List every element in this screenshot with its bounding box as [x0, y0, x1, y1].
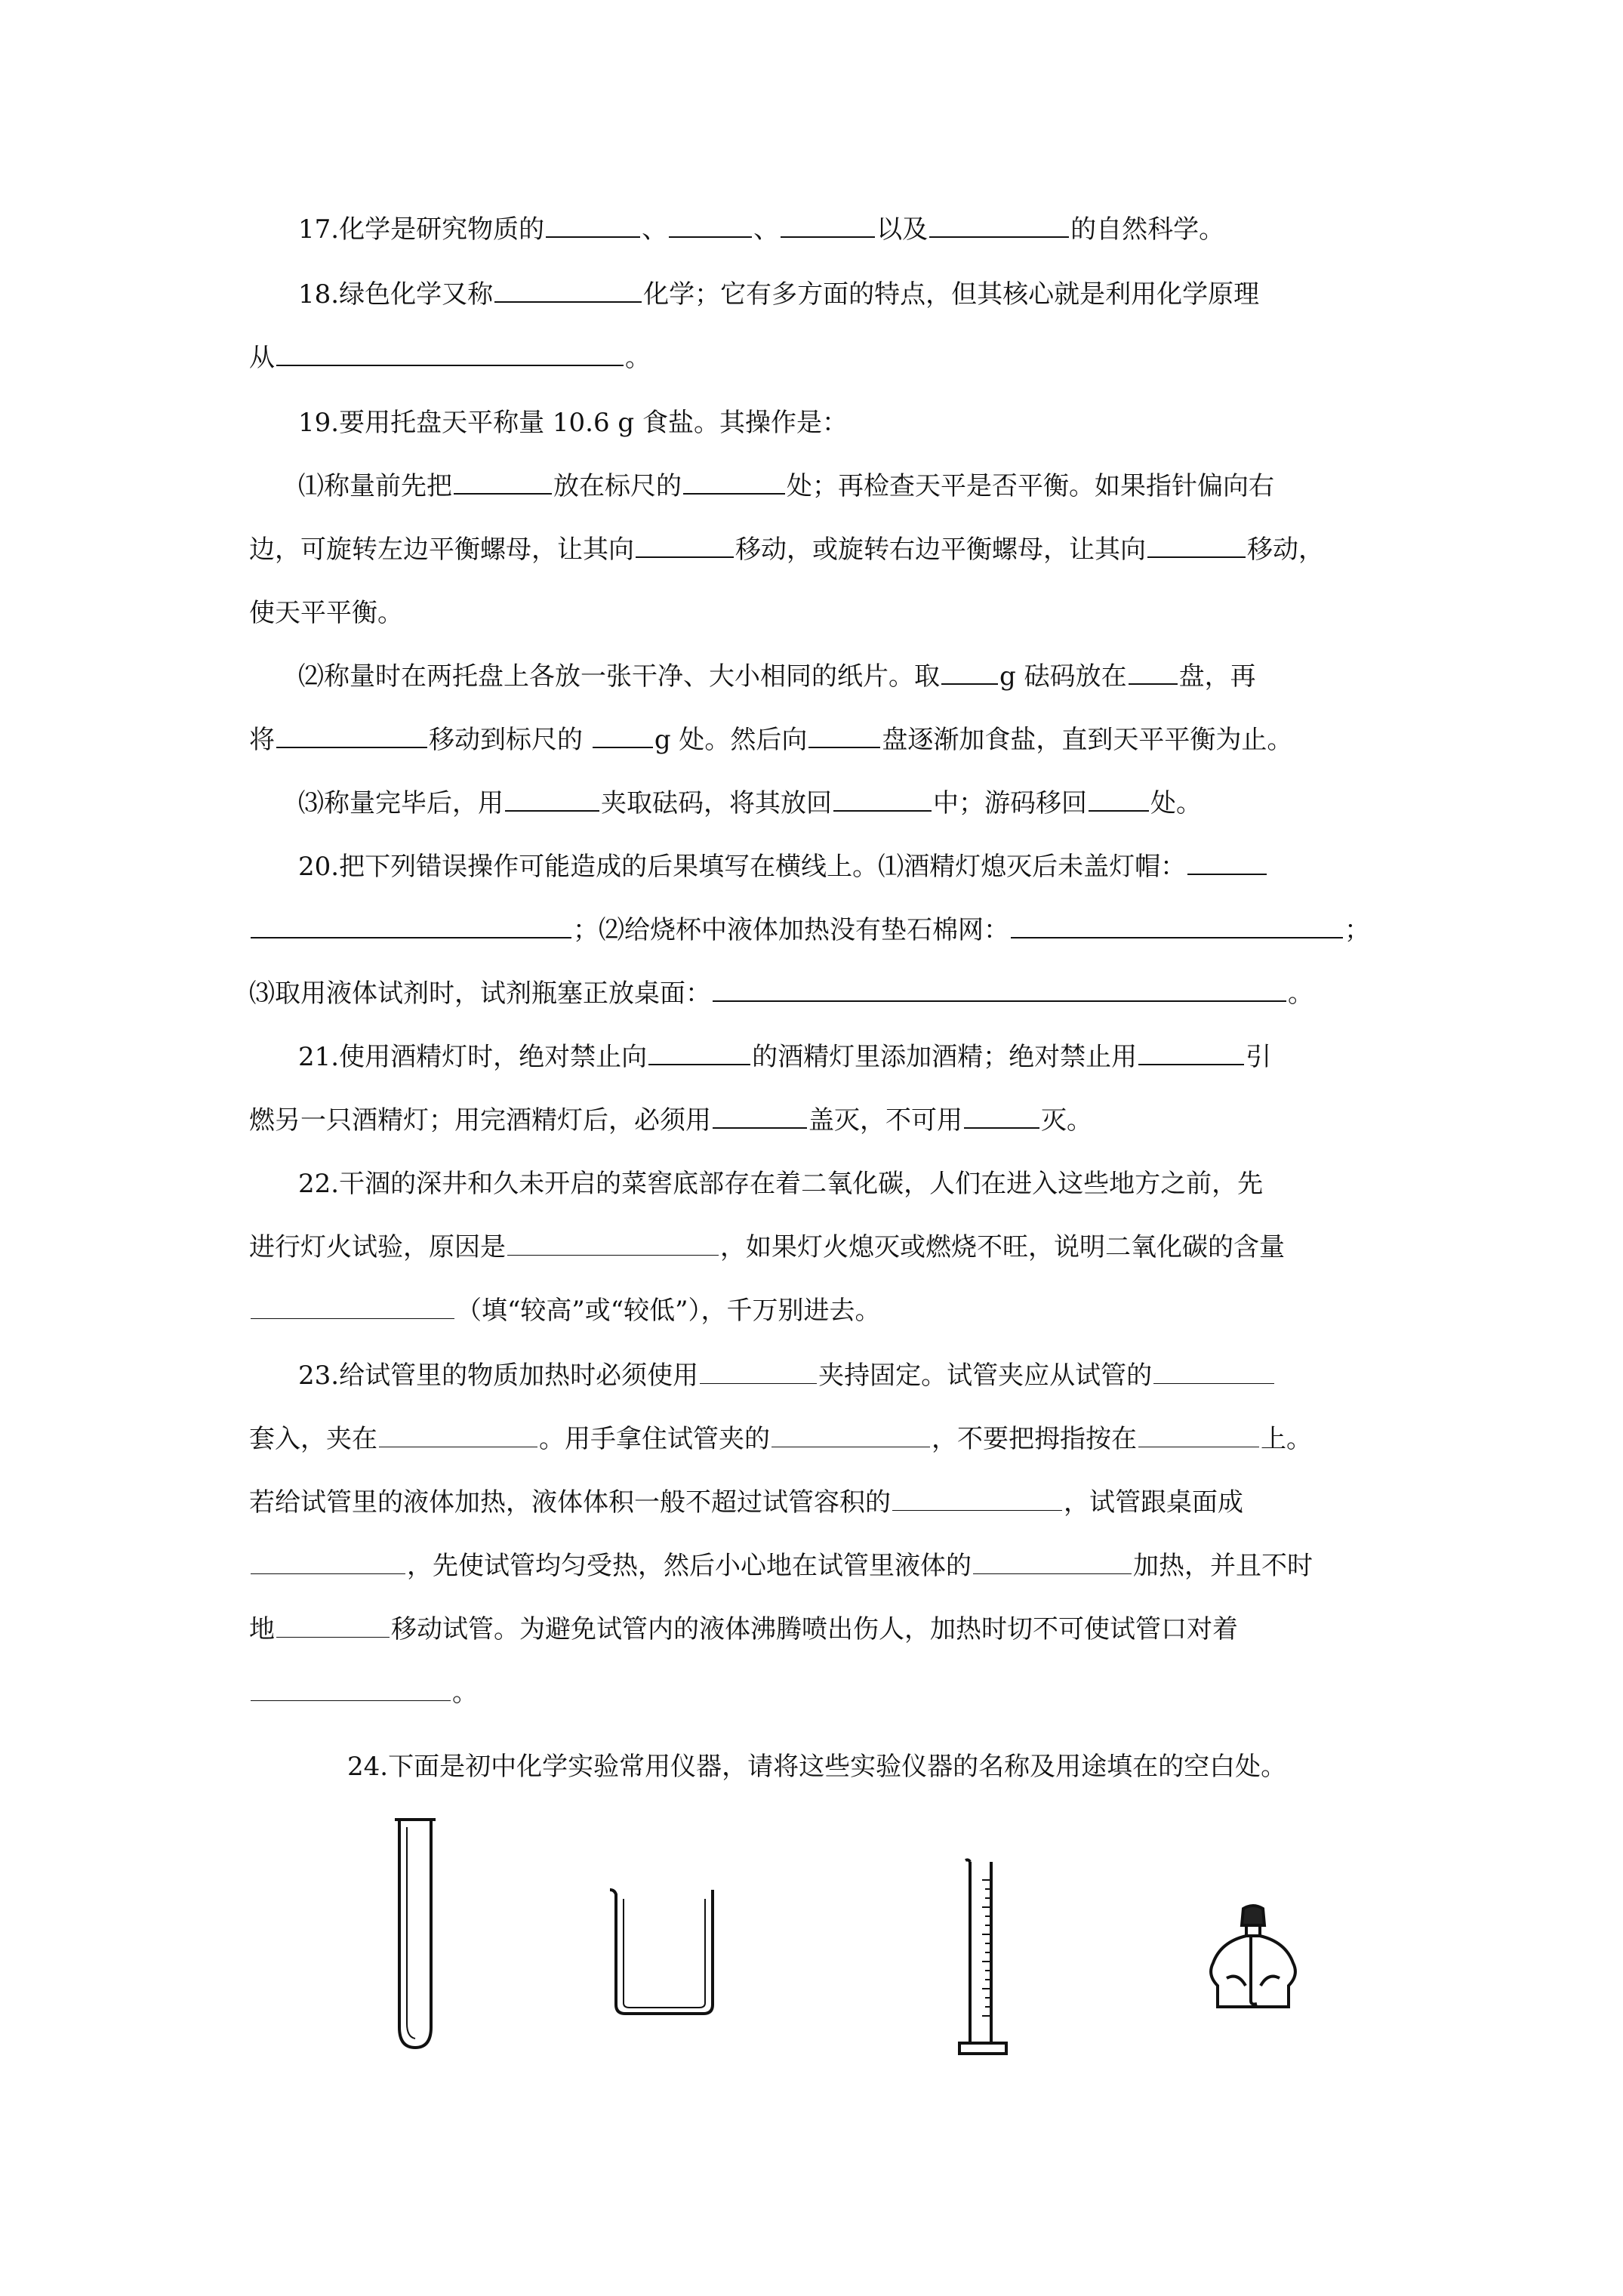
- q23-line-3: [249, 1486, 1243, 1519]
- q19-p2-blank-4[interactable]: [593, 724, 653, 748]
- q22-blank-2[interactable]: [251, 1296, 454, 1319]
- q23-blank-6[interactable]: [892, 1487, 1062, 1511]
- q23-text-f: 上。: [1261, 1424, 1312, 1454]
- q23-text-i: ，先使试管均匀受热，然后小心地在试管里液体的: [407, 1551, 972, 1581]
- q21-text-c: 引: [1246, 1042, 1272, 1072]
- q23-text-m: 。: [452, 1678, 478, 1708]
- q19-p2-line-2: [249, 723, 1292, 757]
- q23-blank-7[interactable]: [251, 1551, 405, 1574]
- q23-text-b: 夹持固定。试管夹应从试管的: [818, 1361, 1153, 1391]
- q19-p1-blank-4[interactable]: [1147, 534, 1246, 558]
- q19-p3-text-d: 处。: [1150, 788, 1202, 818]
- q17-blank-4[interactable]: [929, 214, 1069, 238]
- graduated-cylinder-figure: [955, 1857, 1015, 2061]
- q23-blank-2[interactable]: [1153, 1361, 1274, 1384]
- q19-p1-text-c: 处；再检查天平是否平衡。如果指针偏向右: [787, 471, 1274, 501]
- q21-line-2: [249, 1104, 1092, 1137]
- q17-text-e: 的自然科学。: [1070, 214, 1225, 245]
- q19-p1-blank-1[interactable]: [454, 470, 552, 495]
- q23-blank-4[interactable]: [771, 1424, 930, 1447]
- q23-blank-10[interactable]: [251, 1678, 451, 1701]
- q20-line-3: [249, 977, 1313, 1010]
- q21-text-a: 21.使用酒精灯时，绝对禁止向: [298, 1042, 648, 1072]
- q22-text-b: 进行灯火试验，原因是: [249, 1232, 506, 1262]
- q21-text-e: 盖灭，不可用: [808, 1105, 962, 1136]
- q21-text-b: 的酒精灯里添加酒精；绝对禁止用: [752, 1042, 1138, 1072]
- q20-line-1: [298, 850, 1268, 883]
- q23-line-5: [249, 1613, 1238, 1646]
- q23-line-4: [249, 1549, 1313, 1583]
- test-tube-icon: [395, 1820, 436, 2048]
- q22-text-d: （填“较高”或“较低”），千万别进去。: [456, 1296, 881, 1326]
- q23-line-1: [298, 1359, 1276, 1392]
- q19-p2-line-1: [298, 660, 1256, 693]
- q17-blank-1[interactable]: [546, 214, 640, 238]
- q22-blank-1[interactable]: [507, 1232, 719, 1256]
- q23-blank-1[interactable]: [700, 1361, 817, 1384]
- q18-text-a: 18.绿色化学又称: [298, 279, 494, 310]
- q19-p2-text-b: g 砝码放在: [999, 661, 1127, 692]
- q17-blank-3[interactable]: [781, 214, 875, 238]
- beaker-icon: [610, 1890, 713, 2014]
- q20-line-2: [249, 914, 1370, 947]
- q19-p3-text-b: 夹取砝码，将其放回: [601, 788, 832, 818]
- q19-p1-line-2: [249, 533, 1324, 566]
- q19-p2-text-g: 盘逐渐加食盐，直到天平平衡为止。: [882, 725, 1293, 755]
- q19-p3-blank-1[interactable]: [505, 787, 599, 812]
- q21-blank-1[interactable]: [648, 1041, 750, 1065]
- q20-text-d: ⑶取用液体试剂时，试剂瓶塞正放桌面：: [249, 978, 711, 1009]
- q19-p2-blank-2[interactable]: [1129, 661, 1178, 685]
- q23-text-g: 若给试管里的液体加热，液体体积一般不超过试管容积的: [249, 1487, 891, 1518]
- q20-blank-1a[interactable]: [1187, 851, 1267, 875]
- q18-text-d: 。: [625, 343, 651, 373]
- q23-blank-8[interactable]: [973, 1551, 1132, 1574]
- test-tube-figure: [381, 1812, 449, 2054]
- q19-p2-blank-3[interactable]: [276, 724, 427, 748]
- q21-blank-4[interactable]: [964, 1105, 1039, 1129]
- q24-line: 24.下面是初中化学实验常用仪器，请将这些实验仪器的名称及用途填在的空白处。: [347, 1752, 1287, 1782]
- q22-line-2: [249, 1231, 1285, 1264]
- q19-p1-text-d: 边，可旋转左边平衡螺母，让其向: [249, 535, 634, 565]
- q23-blank-3[interactable]: [379, 1424, 537, 1447]
- q18-blank-2[interactable]: [276, 342, 624, 366]
- q22-line-3: [249, 1294, 881, 1327]
- q19-p3-blank-2[interactable]: [833, 787, 932, 812]
- q23-text-h: ，试管跟桌面成: [1064, 1487, 1243, 1518]
- q22-line-1: 22.干涸的深井和久未开启的菜窖底部存在着二氧化碳，人们在进入这些地方之前，先: [298, 1169, 1264, 1199]
- q19-p2-blank-1[interactable]: [941, 661, 998, 685]
- alcohol-lamp-figure: [1204, 1903, 1302, 2016]
- q19-p2-text-c: 盘，再: [1178, 661, 1256, 692]
- q19-p3-blank-3[interactable]: [1089, 787, 1149, 812]
- graduated-cylinder-icon: [959, 1860, 1006, 2054]
- q17-line: [298, 213, 1224, 246]
- q20-text-b: ；⑵给烧杯中液体加热没有垫石棉网：: [573, 915, 1009, 945]
- q19-p1-text-a: ⑴称量前先把: [298, 471, 452, 501]
- q19-p2-text-d: 将: [249, 725, 275, 755]
- q19-p1-blank-2[interactable]: [683, 470, 785, 495]
- q23-text-a: 23.给试管里的物质加热时必须使用: [298, 1361, 699, 1391]
- q23-text-j: 加热，并且不时: [1133, 1551, 1313, 1581]
- q18-blank-1[interactable]: [494, 279, 642, 303]
- q23-line-6: [249, 1676, 478, 1709]
- q19-p3-line: [298, 787, 1202, 820]
- q17-text-a: 17.化学是研究物质的: [298, 214, 545, 245]
- q19-p1-text-f: 移动，: [1247, 535, 1324, 565]
- q17-blank-2[interactable]: [669, 214, 752, 238]
- q19-p3-text-c: 中；游码移回: [933, 788, 1087, 818]
- q23-text-l: 移动试管。为避免试管内的液体沸腾喷出伤人，加热时切不可使试管口对着: [391, 1614, 1238, 1644]
- q21-blank-2[interactable]: [1138, 1041, 1244, 1065]
- q19-head: 19.要用托盘天平称量 10.6 g 食盐。其操作是：: [298, 408, 848, 438]
- q19-p2-text-e: 移动到标尺的: [429, 725, 583, 755]
- q21-text-f: 灭。: [1041, 1105, 1092, 1136]
- q19-p1-blank-3[interactable]: [636, 534, 734, 558]
- q19-p1-text-e: 移动，或旋转右边平衡螺母，让其向: [735, 535, 1146, 565]
- q21-line-1: [298, 1040, 1271, 1074]
- q19-p2-text-f: g 处。然后向: [654, 725, 808, 755]
- q23-text-k: 地: [249, 1614, 275, 1644]
- q19-p2-blank-5[interactable]: [808, 724, 880, 748]
- q18-text-c: 从: [249, 343, 275, 373]
- q17-text-c: 、: [753, 214, 780, 245]
- q19-p1-text-b: 放在标尺的: [553, 471, 682, 501]
- q23-blank-9[interactable]: [276, 1614, 390, 1638]
- q21-blank-3[interactable]: [713, 1105, 807, 1129]
- q23-blank-5[interactable]: [1138, 1424, 1259, 1447]
- q20-text-a: 20.把下列错误操作可能造成的后果填写在横线上。⑴酒精灯熄灭后未盖灯帽：: [298, 852, 1187, 882]
- q18-line-1: [298, 278, 1259, 311]
- q22-text-c: ，如果灯火熄灭或燃烧不旺，说明二氧化碳的含量: [720, 1232, 1285, 1262]
- q20-blank-1b[interactable]: [251, 914, 571, 938]
- q17-text-d: 以及: [876, 214, 929, 245]
- q23-text-c: 套入，夹在: [249, 1424, 377, 1454]
- q19-p1-line-3: 使天平平衡。: [249, 598, 403, 628]
- q20-blank-3[interactable]: [713, 978, 1286, 1002]
- q23-line-2: [249, 1422, 1312, 1456]
- q19-p1-line-1: [298, 470, 1274, 503]
- alcohol-lamp-icon: [1211, 1906, 1295, 2007]
- q20-blank-2[interactable]: [1011, 914, 1343, 938]
- q20-text-c: ；: [1344, 915, 1370, 945]
- q20-text-e: 。: [1288, 978, 1313, 1009]
- q23-text-d: 。用手拿住试管夹的: [539, 1424, 770, 1454]
- q17-text-b: 、: [642, 214, 668, 245]
- q23-text-e: ，不要把拇指按在: [932, 1424, 1137, 1454]
- beaker-figure: [604, 1884, 725, 2020]
- q18-text-b: 化学；它有多方面的特点，但其核心就是利用化学原理: [643, 279, 1260, 310]
- q19-p3-text-a: ⑶称量完毕后，用: [298, 788, 504, 818]
- q19-p2-text-a: ⑵称量时在两托盘上各放一张干净、大小相同的纸片。取: [298, 661, 940, 692]
- q18-line-2: [249, 341, 651, 374]
- q21-text-d: 燃另一只酒精灯；用完酒精灯后，必须用: [249, 1105, 711, 1136]
